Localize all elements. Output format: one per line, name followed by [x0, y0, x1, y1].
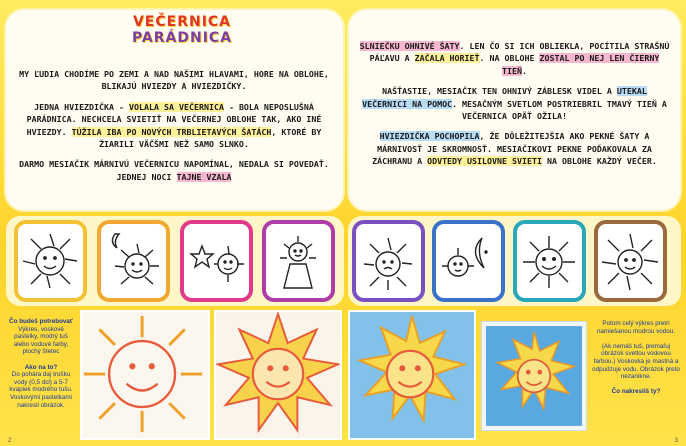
story-paragraph: HVIEZDIČKA POCHOPILA, ŽE DÔLEŽITEJŠIA AKO PEKNÉ ŠATY A MÁRNIVOSŤ JE SKROMNOSŤ. MESIAČIKOVI PEKNE POĎAKOVALA ZA ZÁCHRANU A ODVTEDY USILOVNE SVIETI NA OBLOHE KAŽDÝ VEČER.: [372, 131, 657, 167]
illustration-sun-star: [180, 220, 253, 302]
highlight: ZOSTAL PO NEJ LEN ČIERNY TIEŇ: [502, 53, 660, 76]
crayon-sun-photo-2: [214, 310, 342, 440]
story-paragraph: NAŠŤASTIE, MESIAČIK TEN OHNIVÝ ZÁBLESK VIDEL A UTEKAL VEČERNICI NA POMOC. MESAČNÝM SVETLOM POSTRIEBRIL TMAVÝ TIEŇ A VEČERNICA OPÄŤ OŽILA!: [362, 86, 667, 122]
crayon-sun-photo-3: [348, 310, 476, 440]
highlight: SLNIEČKU OHNIVÉ ŠATY: [359, 41, 460, 51]
illustration-happy-sun: [513, 220, 586, 302]
crayon-sun-photo-1: [80, 310, 210, 440]
story-paragraph: SLNIEČKU OHNIVÉ ŠATY. LEN ČO SI ICH OBLIEKLA, POCÍTILA STRAŠNÚ PÁĽAVU A ZAČALA HORIEŤ. NA OBLOHE ZOSTAL PO NEJ LEN ČIERNY TIEŇ.: [359, 41, 670, 76]
story-title: [112, 14, 252, 46]
highlight: VOLALA SA VEČERNICA: [129, 101, 224, 112]
highlight: ZAČALA HORIEŤ: [414, 53, 480, 64]
title-line-1: VEČERNICA: [132, 14, 232, 30]
instructions-left: [6, 318, 76, 409]
instructions-text: Do pohára daj trošku vody (0,5 dcl) a 5-7 kvapiek modrého tušu. Voskovými pastelkami nakresli obrázok.: [9, 371, 73, 409]
story-text-right: [358, 40, 671, 176]
highlight: TÚŽILA IBA PO NOVÝCH TRBLIETAVÝCH ŠATÁCH: [71, 126, 272, 137]
crayon-sun-photo-4: [482, 322, 586, 430]
instructions-question: Čo nakreslíš ty?: [611, 388, 661, 396]
instructions-right: [592, 320, 680, 396]
illustration-sun-moon: [97, 220, 170, 302]
page-number-right: 3: [674, 438, 678, 444]
instructions-text: Potom celý výkres pretri namiešanou modrou vodou.: [596, 320, 676, 335]
highlight: TAJNE VZALA: [176, 171, 232, 182]
instructions-text: (Ak nemáš tuš, premaľuj obrázok svetlou vodovou farbou.) Voskovka je mastná a odpudzuje vodu. Obrázok preto nezanikne.: [592, 342, 680, 381]
story-paragraph: DARMO MESIAČIK MÁRNIVÚ VEČERNICU NAPOMÍNAL, NEDALA SI POVEDAŤ. JEDNEJ NOCI TAJNE VZALA: [19, 159, 329, 182]
highlight: ODVTEDY USILOVNE SVIETI: [427, 156, 542, 167]
title-line-2: PARÁDNICA: [131, 30, 233, 46]
illustration-star-dress: [262, 220, 335, 302]
story-paragraph: MY ĽUDIA CHODÍME PO ZEMI A NAD NAŠIMI HLAVAMI, HORE NA OBLOHE, BLIKAJÚ HVIEZDY A HVIEZDIČKY.: [19, 69, 329, 92]
illustration-moon-helps: [432, 220, 505, 302]
instructions-text: Výkres, voskové pastelky, modrý tuš alebo vodové farby, plochý štetec: [13, 325, 69, 356]
illustration-burning-star: [352, 220, 425, 302]
instructions-question: Ako na to?: [24, 363, 58, 371]
story-paragraph: JEDNA HVIEZDIČKA - VOLALA SA VEČERNICA - BOLA NEPOSLUŠNÁ PARÁDNICA. NECHCELA SVIETIŤ NA VEČERNEJ OBLOHE TAK, AKO INÉ HVIEZDY. TÚŽILA IBA PO NOVÝCH TRBLIETAVÝCH ŠATÁCH, KTORÉ BY ŽIARILI VÄČŠMI NEŽ SAMO SLNKO.: [26, 101, 322, 150]
instructions-question: Čo budeš potrebovať: [9, 318, 73, 325]
story-text-left: [18, 68, 330, 191]
highlight: UTEKAL VEČERNICI NA POMOC: [362, 86, 647, 109]
illustration-sun-1: [14, 220, 87, 302]
page-number-left: 2: [8, 438, 12, 444]
illustration-shining-sun: [594, 220, 667, 302]
highlight: HVIEZDIČKA POCHOPILA: [379, 131, 480, 142]
